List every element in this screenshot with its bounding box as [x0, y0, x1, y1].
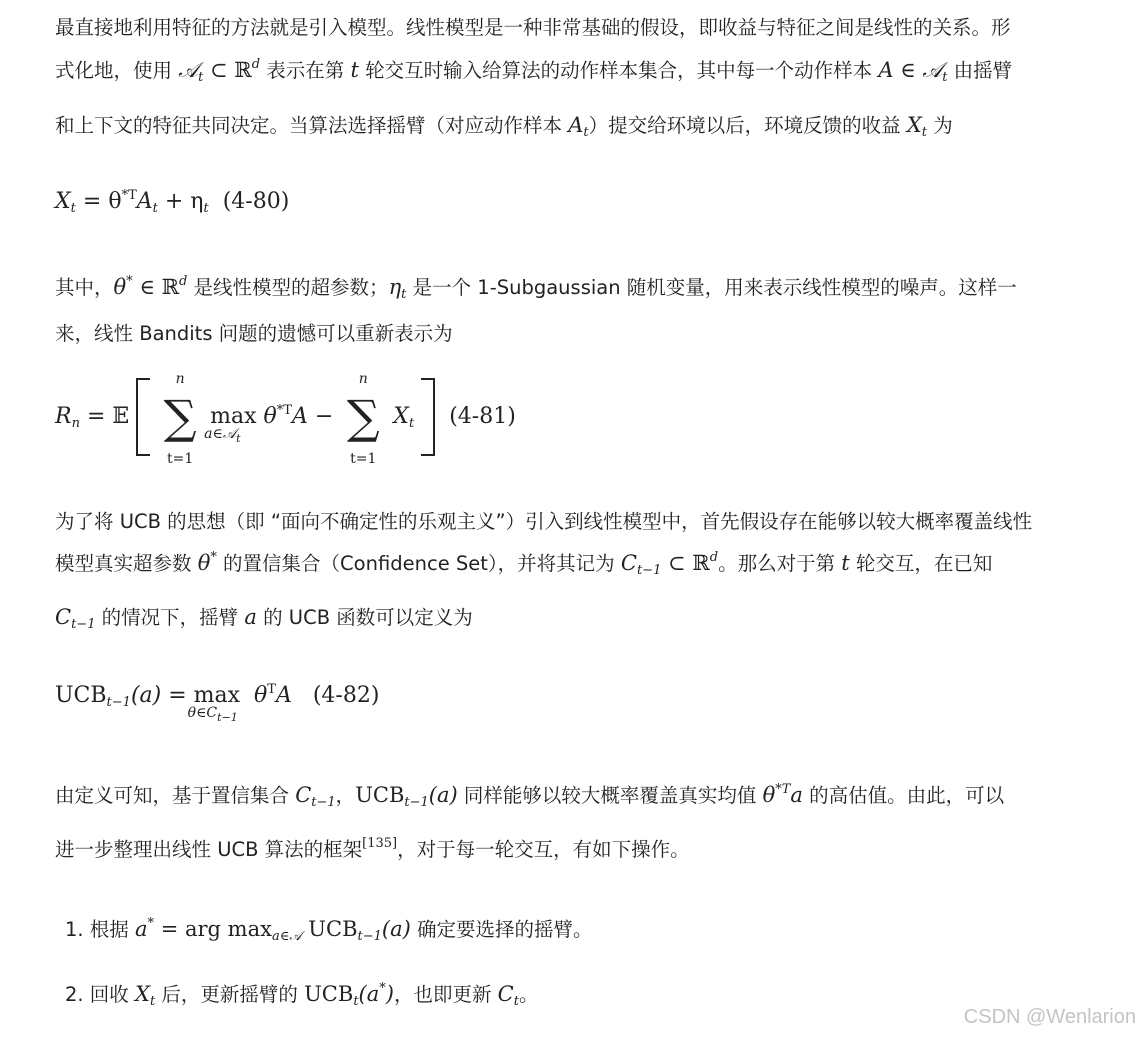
math-action-member: A ∈ 𝒜$_t$ [878, 58, 948, 85]
sum-operator: n ∑ t=1 [163, 371, 197, 467]
paragraph-4-line-1: 由定义可知，基于置信集合 $C_{t-1}$，$UCB_{t-1}(a)$ 同样能够以较大概率覆盖真实均值 $\theta^{*T}a$ 的高估值。由此，可以 [55, 782, 1005, 810]
paragraph-3-line-1: 为了将 UCB 的思想（即 “面向不确定性的乐观主义”）引入到线性模型中，首先假设存在能够以较大概率覆盖线性 [55, 510, 1033, 533]
paragraph-3-line-3: $C_{t-1}$ 的情况下，摇臂 a 的 UCB 函数可以定义为 [55, 605, 473, 632]
list-item-1: 1. 根据 a* = arg $\max_{a\in 𝒜} UCB_{t-1}(a)$ 确定要选择的摇臂。 [65, 916, 593, 944]
left-bracket [136, 378, 150, 456]
paragraph-4-line-2: 进一步整理出线性 UCB 算法的框架[135]，对于每一轮交互，有如下操作。 [55, 836, 690, 861]
equation-tag: (4-81) [449, 404, 516, 429]
max-operator: max a∈𝒜$_t$ [204, 404, 257, 445]
paragraph-3-line-2: 模型真实超参数 θ* 的置信集合（Confidence Set），并将其记为 $C_{t-1}$ ⊂ ℝ$^d$。那么对于第 t 轮交互，在已知 [55, 550, 993, 578]
equation-tag: (4-80) [222, 189, 290, 214]
max-operator: max $\theta\in C_{t-1}$ [187, 683, 241, 724]
watermark: CSDN @Wenlarion [963, 1006, 1136, 1028]
paragraph-1-line-2: 式化地，使用 𝒜$_t$ ⊂ ℝ$^d$ 表示在第 t 轮交互时输入给算法的动作样本集合，其中每一个动作样本 A ∈ 𝒜$_t$ 由摇臂 [55, 57, 1013, 85]
citation-ref[interactable]: [135] [362, 836, 398, 851]
equation-4-82: $UCB_{t-1}(a) = \max$ $\theta\in C_{t-1}$ $\theta^TA$ (4-82) [55, 682, 380, 724]
right-bracket [421, 378, 435, 456]
equation-4-81: $R_n$ = 𝔼 n ∑ t=1 max a∈𝒜$_t$ $\theta^{*T}A$ − n ∑ t=1 $X_t$ (4-81) [55, 371, 516, 467]
paragraph-1-line-3: 和上下文的特征共同决定。当算法选择摇臂（对应动作样本 $A_t$）提交给环境以后，环境反馈的收益 $X_t$ 为 [55, 113, 953, 140]
equation-4-80: $X_t = \theta^{*T}A_t + \eta_t$ (4-80) [55, 188, 290, 216]
math-action-set: 𝒜$_t$ [178, 58, 204, 85]
list-item-2: 2. 回收 $X_t$ 后，更新摇臂的 $UCB_t(a^*)$，也即更新 $C_t$。 [65, 981, 539, 1009]
paragraph-2-line-1: 其中，θ* ∈ ℝ$^d$ 是线性模型的超参数；$\eta_t$ 是一个 1-Subgaussian 随机变量，用来表示线性模型的噪声。这样一 [55, 274, 1017, 302]
sum-operator-2: n ∑ t=1 [346, 371, 380, 467]
paragraph-2-line-2: 来，线性 Bandits 问题的遗憾可以重新表示为 [55, 322, 453, 345]
paragraph-1-line-1: 最直接地利用特征的方法就是引入模型。线性模型是一种非常基础的假设，即收益与特征之间是线性的关系。形 [55, 16, 1011, 39]
equation-tag: (4-82) [312, 683, 380, 708]
